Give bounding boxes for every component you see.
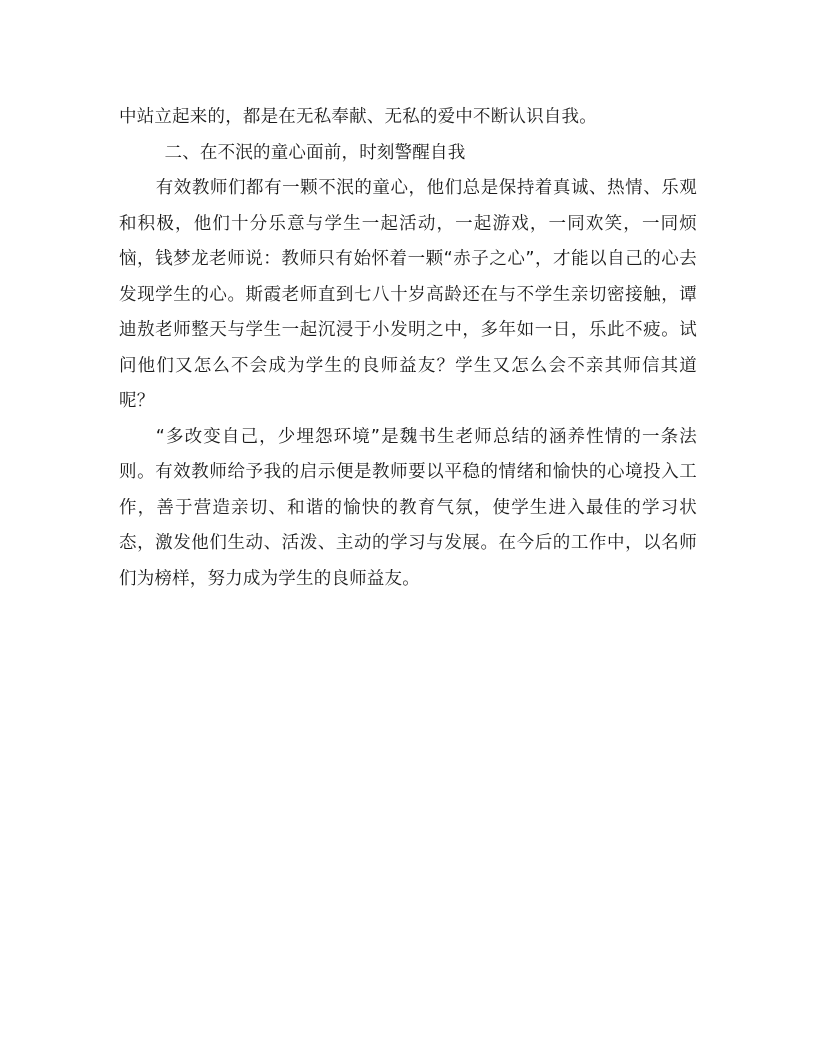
self-change-paragraph: “多改变自己，少埋怨环境”是魏书生老师总结的涵养性情的一条法则。有效教师给予我的启示便是教师要以平稳的情绪和愉快的心境投入工作，善于营造亲切、和谐的愉快的教育气氛，使学生进入最佳的学习状态，激发他们生动、活泼、主动的学习与发展。在今后的工作中，以名师们为榜样，努力成为学生的良师益友。: [119, 426, 697, 589]
childlike-heart-paragraph: 有效教师们都有一颗不泯的童心，他们总是保持着真诚、热情、乐观和积极，他们十分乐意与学生一起活动，一起游戏，一同欢笑，一同烦恼，钱梦龙老师说：教师只有始怀着一颗“赤子之心”，才能以自己的心去发现学生的心。斯霞老师直到七八十岁高龄还在与不学生亲切密接触，谭迪敖老师整天与学生一起沉浸于小发明之中，多年如一日，乐此不疲。试问他们又怎么不会成为学生的良师益友？学生又怎么会不亲其师信其道呢？: [119, 178, 697, 411]
document-body: [119, 100, 697, 597]
section-heading: 二、在不泯的童心面前，时刻警醒自我: [164, 142, 466, 163]
continuation-paragraph: 中站立起来的，都是在无私奉献、无私的爱中不断认识自我。: [119, 107, 597, 127]
